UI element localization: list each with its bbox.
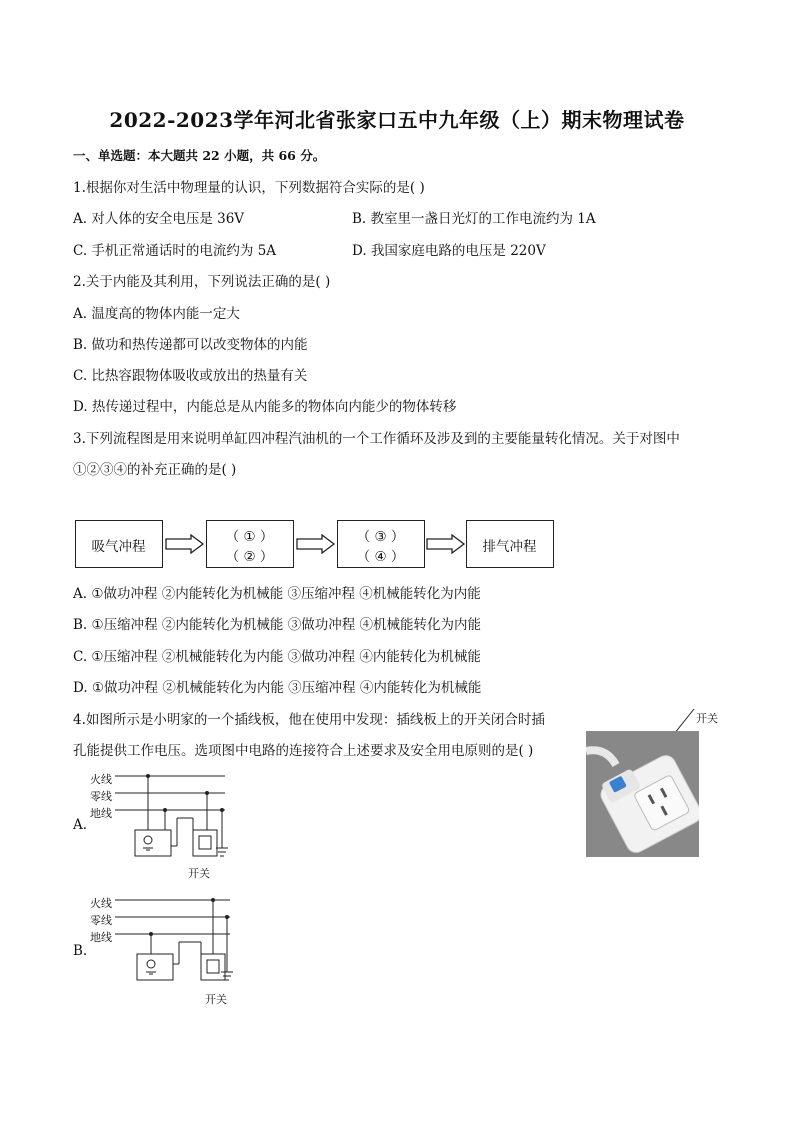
circuit-a-ground-label: 地线 <box>90 807 112 820</box>
flow-box-2 <box>206 520 294 568</box>
flow-box-3-line2: （ ④ ） <box>356 549 405 565</box>
flow-box-2-line1: （ ① ） <box>225 529 274 545</box>
circuit-b-ground-label: 地线 <box>90 931 112 944</box>
flow-box-exhaust-label: 排气冲程 <box>482 539 537 555</box>
photo-switch-label: 开关 <box>696 712 718 725</box>
flow-box-exhaust <box>466 520 554 568</box>
circuit-b-switch-label: 开关 <box>205 993 227 1006</box>
flow-box-3 <box>337 520 425 568</box>
q3-stem-line2: ①②③④的补充正确的是( ) <box>73 462 237 478</box>
q1-option-b: B. 教室里一盏日光灯的工作电流约为 1A <box>352 211 596 227</box>
q2-option-a: A. 温度高的物体内能一定大 <box>73 306 240 322</box>
flow-arrow-2 <box>296 534 336 554</box>
power-strip-image <box>586 731 699 857</box>
q1-option-a: A. 对人体的安全电压是 36V <box>73 211 245 227</box>
q4-option-a-label: A. <box>73 817 88 833</box>
page-title: 2022-2023学年河北省张家口五中九年级（上）期末物理试卷 <box>109 108 685 132</box>
q2-option-c: C. 比热容跟物体吸收或放出的热量有关 <box>73 368 308 384</box>
flow-box-intake <box>75 520 163 568</box>
circuit-b-live-label: 火线 <box>90 897 112 910</box>
q3-stem-line1: 3.下列流程图是用来说明单缸四冲程汽油机的一个工作循环及涉及到的主要能量转化情况。关于对图中 <box>73 431 680 447</box>
q3-option-b: B. ①压缩冲程 ②内能转化为机械能 ③做功冲程 ④机械能转化为内能 <box>73 617 481 633</box>
q4-option-b-label: B. <box>73 943 88 959</box>
circuit-a-neutral-label: 零线 <box>90 790 112 803</box>
q3-option-d: D. ①做功冲程 ②机械能转化为内能 ③压缩冲程 ④内能转化为机械能 <box>73 680 482 696</box>
circuit-a-diagram <box>115 768 245 863</box>
q3-option-a: A. ①做功冲程 ②内能转化为机械能 ③压缩冲程 ④机械能转化为内能 <box>73 586 481 602</box>
q2-stem: 2.关于内能及其利用，下列说法正确的是( ) <box>73 274 331 290</box>
flow-arrow-1 <box>165 534 205 554</box>
q1-stem: 1.根据你对生活中物理量的认识，下列数据符合实际的是( ) <box>73 180 425 196</box>
circuit-b-diagram <box>115 892 250 988</box>
q4-stem-line2: 孔能提供工作电压。选项图中电路的连接符合上述要求及安全用电原则的是( ) <box>73 743 534 759</box>
flow-box-2-line2: （ ② ） <box>225 549 274 565</box>
q1-option-d: D. 我国家庭电路的电压是 220V <box>352 243 546 259</box>
q3-option-c: C. ①压缩冲程 ②机械能转化为内能 ③做功冲程 ④内能转化为机械能 <box>73 649 481 665</box>
q2-option-d: D. 热传递过程中，内能总是从内能多的物体向内能少的物体转移 <box>73 399 457 415</box>
flow-arrow-3 <box>426 534 466 554</box>
power-strip-photo <box>586 731 699 857</box>
circuit-b-neutral-label: 零线 <box>90 914 112 927</box>
section-heading: 一、单选题：本大题共 22 小题，共 66 分。 <box>73 148 326 163</box>
flow-box-intake-label: 吸气冲程 <box>91 539 146 555</box>
q4-stem-line1: 4.如图所示是小明家的一个插线板，他在使用中发现：插线板上的开关闭合时插 <box>73 712 545 728</box>
q1-option-c: C. 手机正常通话时的电流约为 5A <box>73 243 277 259</box>
flow-box-3-line1: （ ③ ） <box>356 529 405 545</box>
circuit-a-live-label: 火线 <box>90 773 112 786</box>
q2-option-b: B. 做功和热传递都可以改变物体的内能 <box>73 337 308 353</box>
circuit-a-switch-label: 开关 <box>188 867 210 880</box>
